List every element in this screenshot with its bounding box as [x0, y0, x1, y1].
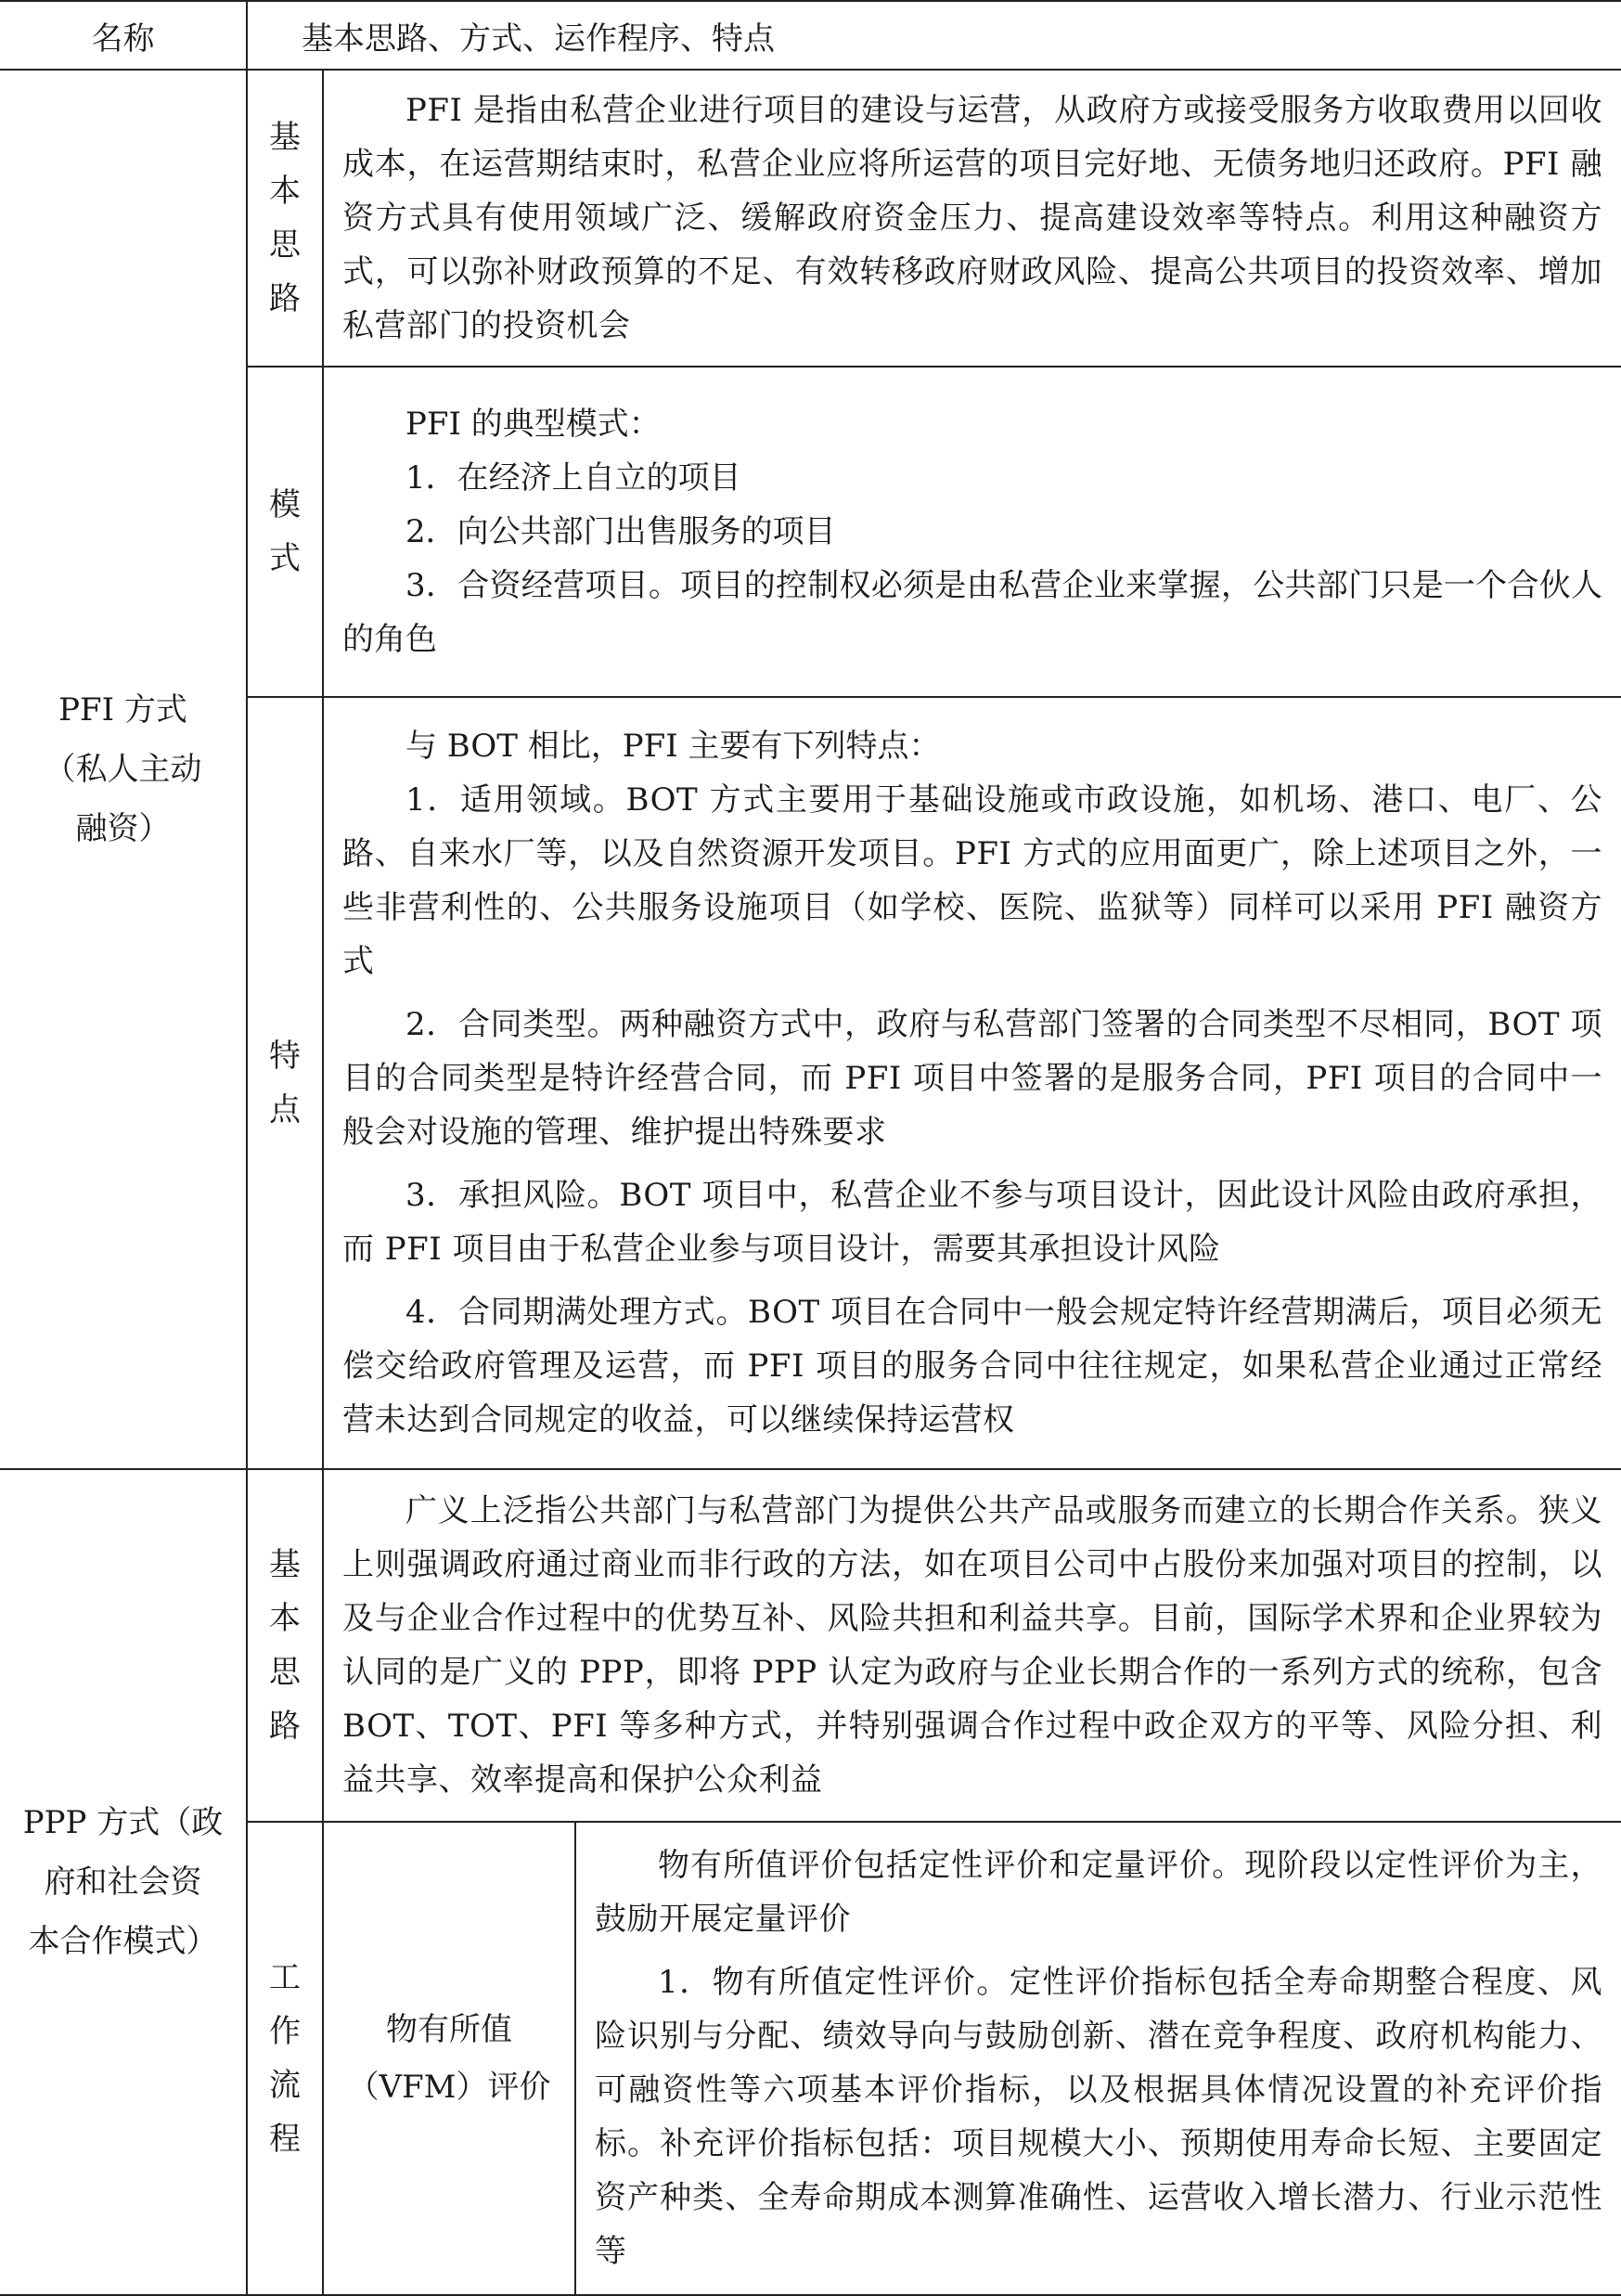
vfm-label-line2: （VFM）评价 — [347, 2069, 551, 2106]
pfi-category-cell — [0, 70, 247, 1469]
pfi-basic-label-cell — [247, 70, 323, 367]
pfi-feature-label-cell — [247, 697, 323, 1469]
ppp-workflow-label-cell — [247, 1822, 323, 2295]
ppp-name-line1: PPP 方式（政 — [22, 1804, 224, 1841]
pfi-basic-label: 基本思路 — [269, 119, 301, 317]
ppp-name-line2: 府和社会资 — [44, 1864, 202, 1901]
ppp-category-cell — [0, 1469, 247, 2295]
pfi-basic-text: PFI 是指由私营企业进行项目的建设与运营，从政府方或接受服务方收取费用以回收成本，在运营期结束时，私营企业应将所运营的项目完好地、无债务地归还政府。PFI 融资方式具有使用领域广泛、缓解政府资金压力、提高建设效率等特点。利用这种融资方式，可以弥补财政预算的不足、有效转移政府财政风险、提高公共项目的投资效率、增加私营部门的投资机会 — [342, 92, 1603, 344]
pfi-feature-item: 1．适用领域。BOT 方式主要用于基础设施或市政设施，如机场、港口、电厂、公路、自来水厂等，以及自然资源开发项目。PFI 方式的应用面更广，除上述项目之外，一些非营利性的、公共服务设施项目（如学校、医院、监狱等）同样可以采用 PFI 融资方式 — [342, 781, 1603, 980]
pfi-mode-content — [323, 367, 1621, 697]
pfi-name-line3: 融资） — [75, 810, 171, 847]
pfi-basic-content — [323, 70, 1621, 367]
vfm-intro: 物有所值评价包括定性评价和定量评价。现阶段以定性评价为主，鼓励开展定量评价 — [595, 1847, 1603, 1938]
header-row — [0, 1, 1621, 70]
ppp-vfm-label-cell — [323, 1822, 575, 2295]
pfi-name-line2: （私人主动 — [44, 751, 202, 788]
pfi-feature-label: 特点 — [269, 1038, 301, 1129]
pfi-feature-item: 3．承担风险。BOT 项目中，私营企业不参与项目设计，因此设计风险由政府承担，而 PFI 项目由于私营企业参与项目设计，需要其承担设计风险 — [342, 1177, 1603, 1268]
pfi-mode-item: 2．向公共部门出售服务的项目 — [405, 513, 836, 550]
ppp-basic-label: 基本思路 — [269, 1546, 301, 1745]
pfi-mode-item: 1．在经济上自立的项目 — [405, 459, 741, 497]
ppp-workflow-label: 工作流程 — [269, 1959, 301, 2158]
ppp-name-line3: 本合作模式） — [28, 1923, 218, 1960]
header-description-cell: 基本思路、方式、运作程序、特点 — [247, 1, 1621, 70]
pfi-feature-item: 4．合同期满处理方式。BOT 项目在合同中一般会规定特许经营期满后，项目必须无偿交给政府管理及运营，而 PFI 项目的服务合同中往往规定，如果私营企业通过正常经营未达到合同规定的收益，可以继续保持运营权 — [342, 1294, 1603, 1438]
ppp-basic-content — [323, 1469, 1621, 1822]
pfi-mode-label-cell — [247, 367, 323, 697]
pfi-feature-content — [323, 697, 1621, 1469]
pfi-name-line1: PFI 方式 — [58, 691, 187, 729]
ppp-basic-text: 广义上泛指公共部门与私营部门为提供公共产品或服务而建立的长期合作关系。狭义上则强调政府通过商业而非行政的方法，如在项目公司中占股份来加强对项目的控制，以及与企业合作过程中的优势互补、风险共担和利益共享。目前，国际学术界和企业界较为认同的是广义的 PPP，即将 PPP 认定为政府与企业长期合作的一系列方式的统称，包含 BOT、TOT、PFI 等多种方式，并特别强调合作过程中政企双方的平等、风险分担、利益共享、效率提高和保护公众利益 — [342, 1492, 1603, 1799]
vfm-item: 1．物有所值定性评价。定性评价指标包括全寿命期整合程度、风险识别与分配、绩效导向与鼓励创新、潜在竞争程度、政府机构能力、可融资性等六项基本评价指标，以及根据具体情况设置的补充评价指标。补充评价指标包括：项目规模大小、预期使用寿命长短、主要固定资产种类、全寿命期成本测算准确性、运营收入增长潜力、行业示范性等 — [595, 1964, 1603, 2270]
pfi-basic-row — [0, 70, 1621, 367]
ppp-basic-label-cell — [247, 1469, 323, 1822]
pfi-mode-intro: PFI 的典型模式： — [405, 406, 661, 443]
pfi-feature-item: 2．合同类型。两种融资方式中，政府与私营部门签署的合同类型不尽相同，BOT 项目的合同类型是特许经营合同，而 PFI 项目中签署的是服务合同，PFI 项目的合同中一般会对设施的管理、维护提出特殊要求 — [342, 1006, 1603, 1151]
pfi-feature-intro: 与 BOT 相比，PFI 主要有下列特点： — [405, 728, 941, 765]
vfm-label-line1: 物有所值 — [386, 2011, 512, 2048]
pfi-mode-label: 模式 — [269, 486, 301, 577]
header-name-cell: 名称 — [0, 1, 247, 70]
ppp-basic-row — [0, 1469, 1621, 1822]
ppp-vfm-content — [575, 1822, 1621, 2295]
pfi-mode-item: 3．合资经营项目。项目的控制权必须是由私营企业来掌握，公共部门只是一个合伙人的角色 — [342, 567, 1603, 658]
